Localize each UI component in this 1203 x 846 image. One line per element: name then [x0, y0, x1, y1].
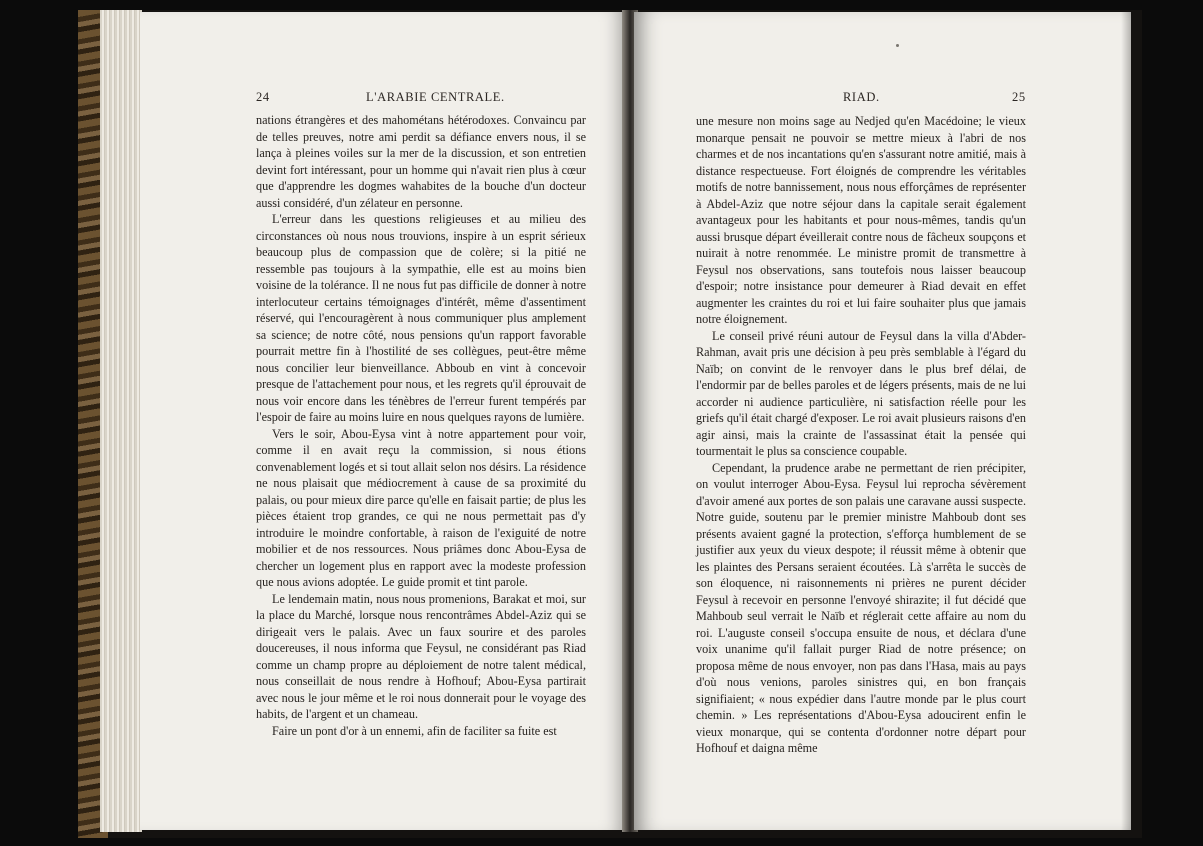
paragraph: L'erreur dans les questions religieuses et au milieu des circonstances où nous nous trouvions, inspire à un esprit sérieux beaucoup plus de compassion que de colère; si la pitié ne ressemble pas toujours à la sympathie, elle est au moins bien voisine de la tolérance. Il ne nous fut pas difficile de donner à notre interlocuteur certains témoignages d'intérêt, même d'assentiment réservé, qui l'encouragèrent à nous communiquer plus amplement sa science; de notre côté, nous pensions qu'un rapport favorable pourrait mettre fin à l'hostilité de ses collègues, peut-être même nous concilier leur bienveillance. Abboub en vint à concevoir presque de l'attachement pour nous, et les regrets qu'il éprouvait de nous voir encore dans les ténèbres de l'erreur furent tempérés par l'espoir de faire au moins luire en nous quelques rayons de lumière. [256, 212, 586, 424]
right-running-title: RIAD. [843, 90, 880, 104]
page-stack-edge [100, 10, 142, 832]
left-page-number: 24 [256, 90, 270, 104]
paragraph: nations étrangères et des mahométans hétérodoxes. Convaincu par de telles preuves, notre ami perdit sa défiance envers nous, il se lança à pleines voiles sur la mer de la discussion, et son entretien devint fort intéressant, pour un homme qui n'avait rien plus à cœur que d'apprendre les dogmes wahabites de la bouche d'un docteur aussi considéré, d'un zélateur en personne. [256, 113, 586, 210]
right-page-text [696, 113, 1026, 757]
paragraph: Le conseil privé réuni autour de Feysul dans la villa d'Abder-Rahman, avait pris une décision à peu près semblable à l'égard du Naïb; on convint de le renvoyer dans le plus bref délai, de l'endormir par de belles paroles et de légers présents, mais de ne lui accorder ni audience particulière, ni satisfaction réelle pour les griefs qu'il était chargé d'exposer. Le roi avait plusieurs raisons d'en agir ainsi, mais la crainte de l'assassinat était la pensée qui tourmentait le plus sa conscience coupable. [696, 328, 1026, 458]
left-page [140, 12, 626, 830]
paragraph: Faire un pont d'or à un ennemi, afin de faciliter sa fuite est [272, 723, 557, 738]
left-running-title: L'ARABIE CENTRALE. [366, 90, 505, 104]
right-page [634, 12, 1131, 830]
paragraph: Vers le soir, Abou-Eysa vint à notre appartement pour voir, comme il en avait reçu la commission, si nous étions convenablement logés et si tout allait selon nos désirs. La résidence ne nous plaisait que médiocrement à cause de sa proximité du palais, ou pour mieux dire parce qu'elle en faisait partie; de plus les pièces étaient trop grandes, ce qui ne nous permettait pas d'y introduire le moindre confortable, à raison de l'exiguité de notre mobilier et de nos ressources. Nous priâmes donc Abou-Eysa de chercher un logement plus en rapport avec la modeste profession que nous avions adoptée. Le guide promit et tint parole. [256, 426, 586, 589]
paragraph: Cependant, la prudence arabe ne permettant de rien précipiter, on voulut interroger Abou-Eysa. Feysul lui reprocha sévèrement d'avoir amené aux portes de son palais une caravane aussi suspecte. Notre guide, soutenu par le premier ministre Mahboub dont ses présents avaient gagné la protection, s'efforça humblement de se justifier aux yeux du vieux despote; il réussit même à obtenir que les plaintes des Persans seraient écoutées. Là s'arrêta le succès de son éloquence, ni raisonnements ni prières ne purent décider Feysul à recevoir en personne l'envoyé shirazite; il fut décidé que Mahboub seul verrait le Naïb et réglerait cette affaire au nom du roi. L'auguste conseil s'occupa ensuite de nous, et déclara d'une voix unanime qu'il fallait purger Riad de notre présence; on proposa même de nous envoyer, non pas dans l'Hasa, mais au pays d'où nous venions, paroles sinistres qui, en bon français signifiaient; « nous expédier dans l'autre monde par le plus court chemin. » Les représentations d'Abou-Eysa adoucirent enfin le vieux monarque, qui se contenta d'ordonner notre départ pour Hofhouf et daigna même [696, 460, 1026, 755]
paragraph: Le lendemain matin, nous nous promenions, Barakat et moi, sur la place du Marché, lorsque nous rencontrâmes Abdel-Aziz qui se dirigeait vers le palais. Avec un faux sourire et des paroles doucereuses, il nous informa que Feysul, ne considérant pas Riad comme un champ propre au déploiement de notre talent médical, nous conseillait de nous rendre à Hofhouf; Abou-Eysa partirait avec nous le jour même et le roi nous donnerait pour le voyage des habits, de l'argent et un chameau. [256, 591, 586, 721]
paper-speck [896, 44, 899, 47]
paragraph: une mesure non moins sage au Nedjed qu'en Macédoine; le vieux monarque pensait ne pouvoir se mettre mieux à l'abri de nos charmes et de nos incantations qu'en s'assurant notre amitié, mais à distance respectueuse. Fort éloignés de comprendre les véritables motifs de notre bannissement, nous nous efforçâmes de représenter à Abdel-Aziz que notre séjour dans la capitale serait également avantageux pour les habitants et pour nous-mêmes, tandis qu'un aussi brusque départ éveillerait contre nous de fâcheux soupçons et nuirait à notre renommée. Le ministre promit de transmettre à Feysul nos observations, sans toutefois nous laisser beaucoup d'espoir; notre insistance pour demeurer à Riad devait en effet augmenter les craintes du roi et lui faire souhaiter plus que jamais notre éloignement. [696, 114, 1026, 326]
left-page-text [256, 112, 586, 739]
right-page-number: 25 [1012, 90, 1026, 104]
